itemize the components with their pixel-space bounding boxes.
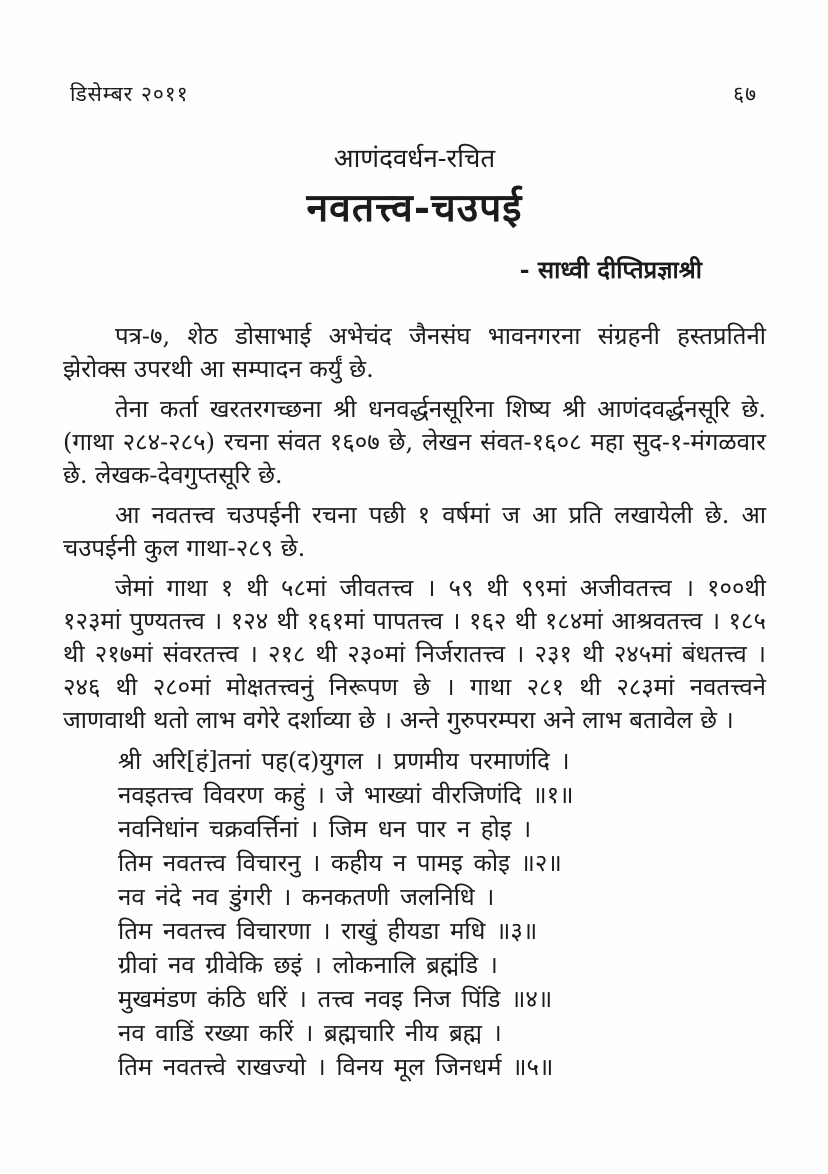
verse-line: नवइतत्त्व विवरण कहुं । जे भाख्यां वीरजिणंदि ॥१॥ [118, 781, 574, 809]
verse-line: नव वाडिं रख्या करिं । ब्रह्मचारि नीय ब्रह्म । [118, 1019, 502, 1047]
verse-block [118, 744, 766, 1084]
article-body [63, 320, 766, 737]
verse-line: तिम नवतत्त्व विचारणा । राखुं हीयडा मधि ॥३॥ [118, 917, 538, 945]
author-byline: - साध्वी दीप्तिप्रज्ञाश्री [519, 255, 702, 284]
verse-line: मुखमंडण कंठि धरिं । तत्त्व नवइ निज पिंडि ॥४॥ [118, 985, 553, 1013]
paragraph-source-note: पत्र-७, शेठ डोसाभाई अभेचंद जैनसंघ भावनगरना संग्रहनी हस्तप्रतिनी झेरोक्स उपरथी आ सम्पादन कर्युं छे. [63, 322, 766, 383]
paragraph-copy-note: आ नवतत्त्व चउपईनी रचना पछी १ वर्षमां ज आ प्रति लखायेली छे. आ चउपईनी कुल गाथा-२८९ छे. [63, 501, 766, 562]
page-number: ६७ [733, 82, 757, 106]
verse-line: श्री अरि[हं]तनां पह(द)युगल । प्रणमीय परमाणंदि । [118, 747, 570, 775]
paragraph-contents-summary: जेमां गाथा १ थी ५८मां जीवतत्त्व । ५९ थी ९९मां अजीवतत्त्व । १००थी १२३मां पुण्यतत्त्व । १२४ थी १६१मां पापतत्त्व । १६२ थी १८४मां आश्रवतत्त्व । १८५ थी २१७मां संवरतत्त्व । २१८ थी २३०मां निर्जरातत्त्व । २३१ थी २४५मां बंधतत्त्व । २४६ थी २८०मां मोक्षतत्त्वनुं निरूपण छे । गाथा २८१ थी २८३मां नवतत्त्वने जाणवाथी थतो लाभ वगेरे दर्शाव्या छे । अन्ते गुरुपरम्परा अने लाभ बतावेल छे । [63, 574, 766, 734]
page-header [63, 80, 766, 108]
issue-date: डिसेम्बर २०११ [70, 82, 189, 106]
verse-line: तिम नवतत्त्वे राखज्यो । विनय मूल जिनधर्म ॥५॥ [118, 1053, 554, 1081]
composer-byline: आणंदवर्धन-रचित [333, 144, 496, 174]
article-title: नवतत्त्व-चउपई [306, 185, 523, 231]
paragraph-author-note: तेना कर्ता खरतरगच्छना श्री धनवर्द्धनसूरिना शिष्य श्री आणंदवर्द्धनसूरि छे. (गाथा २८४-२८५) रचना संवत १६०७ छे, लेखन संवत-१६०८ महा सुद-१-मंगळवार छे. लेखक-देवगुप्तसूरि छे. [63, 395, 766, 489]
verse-line: नव नंदे नव डुंगरी । कनकतणी जलनिधि । [118, 883, 495, 911]
verse-line: नवनिधांन चक्रवर्त्तिनां । जिम धन पार न होइ । [118, 815, 532, 843]
verse-line: ग्रीवां नव ग्रीवेकि छइं । लोकनालि ब्रह्मंडि । [118, 951, 498, 979]
verse-line: तिम नवतत्त्व विचारनु । कहीय न पामइ कोइ ॥२॥ [118, 849, 562, 877]
